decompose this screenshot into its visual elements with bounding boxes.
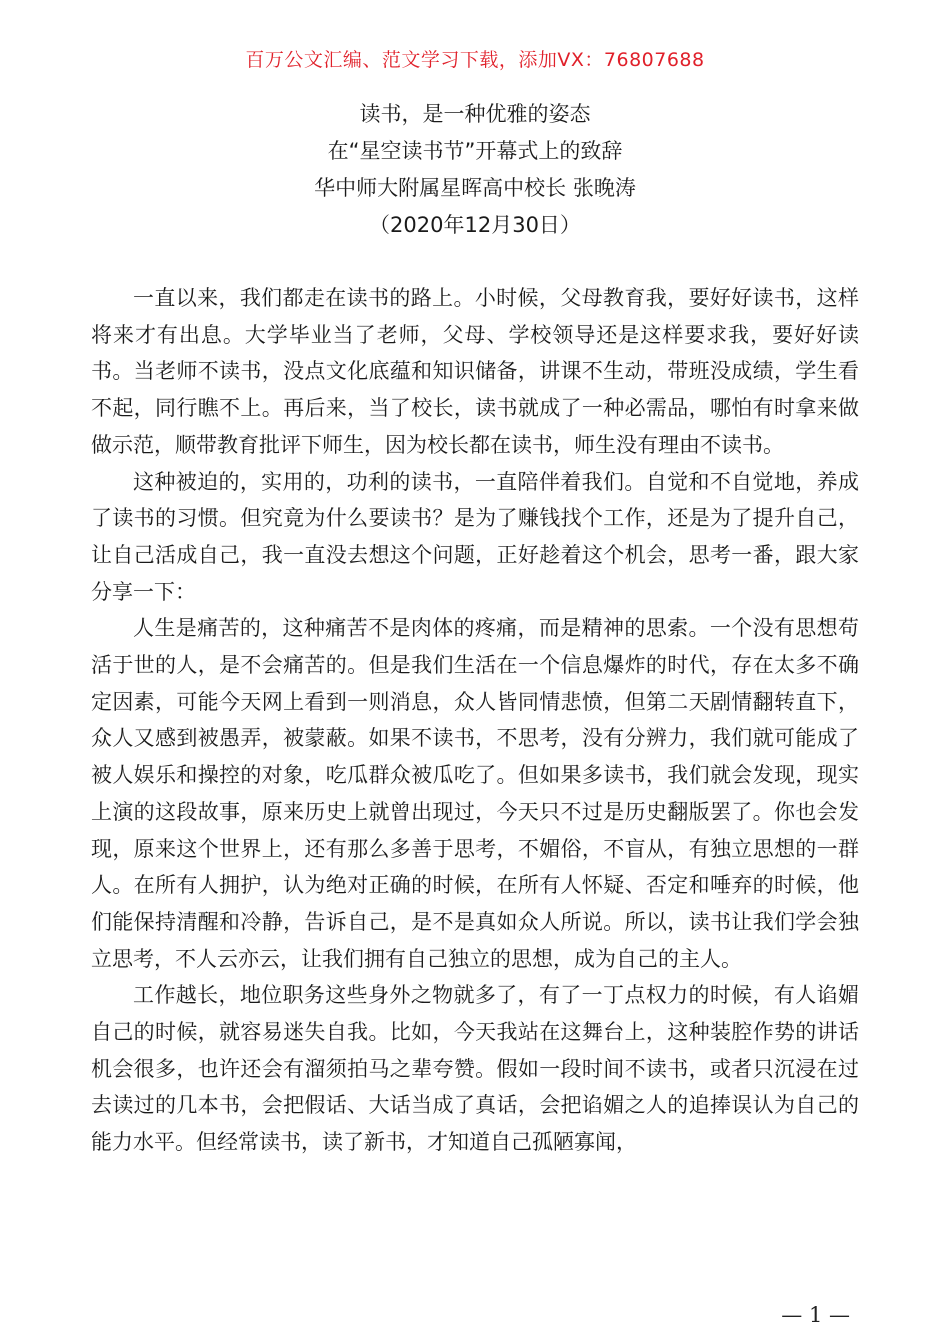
speech-title: 读书，是一种优雅的姿态 (359, 102, 591, 126)
ad-banner: 百万公文汇编、范文学习下载，添加VX：76807688 (245, 49, 705, 71)
paragraph: 工作越长，地位职务这些身外之物就多了，有了一丁点权力的时候，有人谄媚自己的时候，就容易迷失自我。比如，今天我站在这舞台上，这种装腔作势的讲话机会很多，也许还会有溜须拍马之辈夸赞。假如一段时间不读书，或者只沉浸在过去读过的几本书，会把假话、大话当成了真话，会把谄媚之人的追捧误认为自己的能力水平。但经常读书，读了新书，才知道自己孤陋寡闻， (91, 983, 859, 1155)
speech-body (91, 280, 859, 1161)
paragraph: 这种被迫的，实用的，功利的读书，一直陪伴着我们。自觉和不自觉地，养成了读书的习惯。但究竟为什么要读书？是为了赚钱找个工作，还是为了提升自己，让自己活成自己，我一直没去想这个问题，正好趁着这个机会，思考一番，跟大家分享一下： (91, 469, 859, 604)
paragraph: 一直以来，我们都走在读书的路上。小时候，父母教育我，要好好读书，这样将来才有出息。大学毕业当了老师，父母、学校领导还是这样要求我，要好好读书。当老师不读书，没点文化底蕴和知识储备，讲课不生动，带班没成绩，学生看不起，同行瞧不上。再后来，当了校长，读书就成了一种必需品，哪怕有时拿来做做示范，顺带教育批评下师生，因为校长都在读书，师生没有理由不读书。 (91, 286, 859, 457)
speech-author: 华中师大附属星晖高中校长 张晚涛 (314, 176, 636, 200)
speech-header (0, 96, 950, 244)
page-number: — 1 — (781, 1303, 850, 1327)
paragraph: 人生是痛苦的，这种痛苦不是肉体的疼痛，而是精神的思索。一个没有思想苟活于世的人，是不会痛苦的。但是我们生活在一个信息爆炸的时代，存在太多不确定因素，可能今天网上看到一则消息，众人皆同情悲愤，但第二天剧情翻转直下，众人又感到被愚弄，被蒙蔽。如果不读书，不思考，没有分辨力，我们就可能成了被人娱乐和操控的对象，吃瓜群众被瓜吃了。但如果多读书，我们就会发现，现实上演的这段故事，原来历史上就曾出现过，今天只不过是历史翻版罢了。你也会发现，原来这个世界上，还有那么多善于思考，不媚俗，不盲从，有独立思想的一群人。在所有人拥护，认为绝对正确的时候，在所有人怀疑、否定和唾弃的时候，他们能保持清醒和冷静，告诉自己，是不是真如众人所说。所以，读书让我们学会独立思考，不人云亦云，让我们拥有自己独立的思想，成为自己的主人。 (91, 616, 859, 971)
speech-subtitle: 在“星空读书节”开幕式上的致辞 (327, 139, 623, 163)
speech-date: （2020年12月30日） (369, 213, 581, 237)
